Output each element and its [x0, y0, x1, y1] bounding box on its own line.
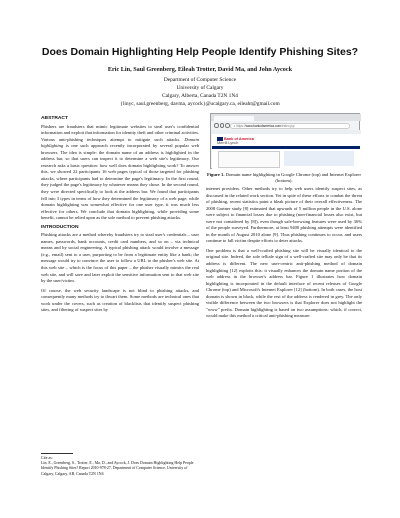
address-bar[interactable] [230, 123, 350, 129]
bank-webpage [212, 134, 360, 169]
abstract-lead: Phishers are fraudsters that mimic legitimate websites to steal user's confidential information and exploit that information for identity theft and other criminal activities. Various anti-phishing techniques attempt to mitigate such attacks. [41, 123, 199, 142]
lock-icon: ▪ [234, 123, 236, 128]
abstract-paragraph [41, 124, 199, 222]
caption-text: Domain name highlighting in Google Chrome (top) and Internet Explorer (bottom). [224, 172, 362, 183]
right-paragraph-1: internet providers. Other methods try to help web users identify suspect sites, as discussed in the related work section. Yet in spite of these efforts to combat the threat of phishing, recent statistics paint a bleak picture of their overall effectiveness. The 2008 Gartner study [8] estimated that upwards of 5 million people in the U.S. alone were subject to financial losses due to phishing (non-financial losses also exist, but were not considered by [8]), even though safe-browsing features were used by 36% of the people surveyed. Furthermore, at least 9400 phishing attempts were identified in the month of August 2010 alone [9]. Thus phishing continues to occur, and users continue to fall victim despite efforts to deter attacks. [206, 186, 362, 244]
site-nav-band [212, 146, 360, 149]
paper-title: Does Domain Highlighting Help People Identify Phishing Sites? [41, 46, 359, 58]
citation-footnote: Cite as: Lin, E., Greenberg, S., Trotter, E., Ma, D., and Aycock, J. Does Domain Highlighting Help People Identify Phishing Sites? Report 2010-978-27, Department of Computer Science, University of Calgary, Calgary, AB, Canada T2N 1N4 [41, 456, 194, 476]
url-scheme: https:// [236, 123, 246, 128]
abstract-term: Domain highlighting [41, 136, 199, 149]
browser-window [210, 113, 360, 169]
affiliation-department: Department of Computer Science [163, 77, 237, 83]
browser-toolbar [213, 123, 359, 130]
abstract-rest: is one such approach recently incorporated by several popular web browsers. The idea is simple: the domain name of an address is highlighted in the address bar, so that users can inspect it to determine a web site's legitimacy. Our research asks a basic question: how well does domain highlighting work? To answer this, we showed 22 participants 16 web pages typical of those targeted for phishing attacks, where participants had to determine the page's legitimacy. In the first round, they judged the page's legitimacy by whatever means they chose. In the second round, they were directed specifically to look at the address bar. We found that participants fell into 3 types in terms of how they determined the legitimacy of a web page; while domain highlighting was somewhat effective for one user type, it was much less effective for others. We conclude that domain highlighting, while providing some benefit, cannot be relied upon as the sole method to prevent phishing attacks. [41, 143, 199, 221]
reload-icon[interactable] [225, 123, 230, 128]
left-column [41, 115, 199, 317]
abstract-heading: ABSTRACT [41, 116, 68, 121]
figure-1 [210, 113, 360, 169]
bank-subname: Merrill Lynch [217, 141, 239, 146]
back-icon[interactable] [214, 123, 219, 128]
right-column [206, 186, 362, 323]
url-highlighted-domain: www.bankofamerica.com [245, 123, 282, 128]
right-paragraph-2: One problem is that a well-crafted phishing site will be visually identical to the original site. Indeed, the sole telltale sign of a well-crafted site may only be that its address is different. The new user-centric anti-phishing method of domain highlighting [12] exploits this: it visually enhances the domain name portion of the web address in the browser's address bar. Figure 1 illustrates how domain highlighting is incorporated in the default interface of recent releases of Google Chrome (top) and Microsoft's Internet Explorer [12] (bottom). In both cases, the host domain is shown in black, while the rest of the address is rendered in grey. The only visible difference between the two browsers is that Explorer does not highlight the "www" prefix. Domain highlighting is based on two assumptions: which, if correct, would make this method a critical anti-phishing measure: [206, 247, 362, 319]
forward-icon[interactable] [220, 123, 225, 128]
bookmarks-bar [211, 130, 361, 134]
figure-1-caption [206, 172, 362, 184]
affiliation-university: University of Calgary [176, 85, 224, 91]
browser-tab[interactable] [214, 116, 254, 122]
url-path: /index.jsp [281, 123, 295, 128]
footnote-rule [41, 453, 73, 454]
affiliation-emails: {linyc, saul.greenberg, davma, aycock}@ucalgary.ca, eileaht@gmail.com [120, 101, 280, 107]
introduction-heading: INTRODUCTION [41, 224, 79, 230]
browser-tab-bar [211, 114, 361, 121]
login-panel [218, 151, 280, 168]
bank-name: Bank of America [224, 137, 254, 141]
bank-logo [217, 137, 254, 146]
caption-label: Figure 1. [206, 172, 225, 177]
flag-logo-icon [217, 137, 223, 141]
introduction-paragraph-2: Of course, the web security landscape is not blind to phishing attacks, and consequently many methods try to thwart them. Some methods are technical ones that work under the covers, such as creation of blacklists that identify suspect phishing sites, and filtering of suspect sites by [41, 287, 199, 313]
introduction-paragraph-1: Phishing attacks are a method whereby fraudsters try to steal user's credentials – user names, passwords, bank accounts, credit card numbers, and so on – via technical means and by social engineering. A typical phishing attack would involve a message (e.g., email) sent to a user, purporting to be from a legitimate entity like a bank; the message would try to convince the user to follow a URL to the phisher's web site. At this web site – which is the focus of this paper – the phisher visually mimics the real web site, and will save and later exploit the sensitive information sent to that web site by the user/victim. [41, 232, 199, 284]
author-list: Eric Lin, Saul Greenberg, Eileah Trotter, David Ma, and John Aycock [107, 66, 293, 73]
promo-panel [284, 151, 354, 166]
affiliation-address: Calgary, Alberta, Canada T2N 1N4 [162, 93, 238, 99]
